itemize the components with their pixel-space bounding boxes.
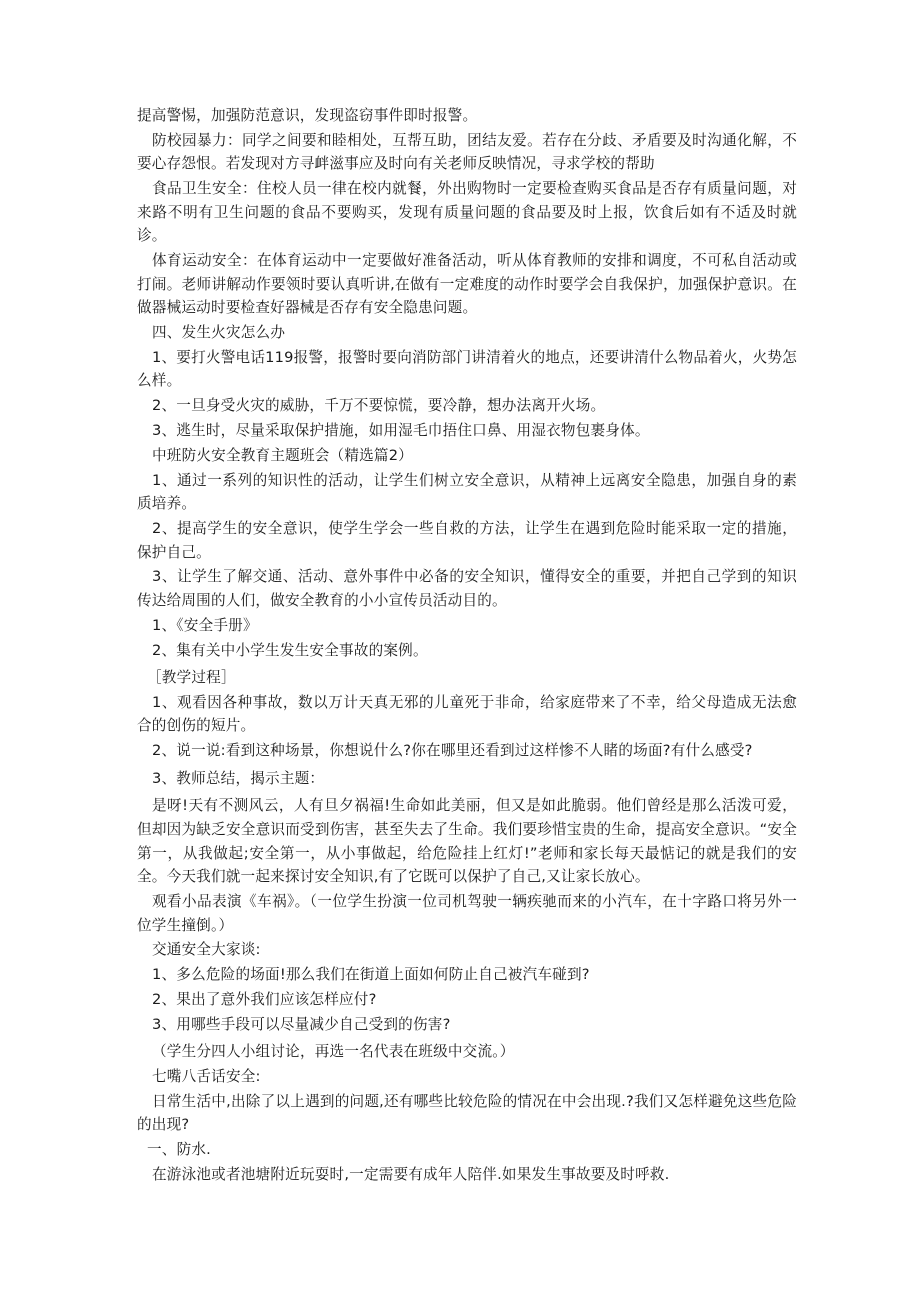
paragraph-food-safety: 食品卫生安全：住校人员一律在校内就餐，外出购物时一定要检查购买食品是否存有质量问题，对来路不明有卫生问题的食品不要购买，发现有质量问题的食品要及时上报，饮食后如有不适及时就诊。 — [137, 180, 797, 245]
paragraph-sports-safety: 体育运动安全：在体育运动中一定要做好准备活动，听从体育教师的安排和调度，不可私自活动或打闹。老师讲解动作要领时要认真听讲,在做有一定难度的动作时要学会自我保护，加强保护意识。在做器械运动时要检查好器械是否存有安全隐患问题。 — [137, 252, 797, 317]
paragraph-material-2: 2、集有关中小学生发生安全事故的案例。 — [152, 641, 428, 659]
paragraph-fire-step-1: 1、要打火警电话119报警，报警时要向消防部门讲清着火的地点，还要讲清什么物品着火，火势怎么样。 — [137, 348, 797, 390]
heading-water-safety: 一、防水. — [147, 1141, 212, 1159]
paragraph-alert-theft: 提高警惕，加强防范意识，发现盗窃事件即时报警。 — [137, 107, 478, 124]
paragraph-traffic-q2: 2、果出了意外我们应该怎样应付? — [152, 990, 377, 1008]
heading-class-meeting-2: 中班防火安全教育主题班会（精选篇2） — [152, 446, 413, 464]
paragraph-fire-step-3: 3、逃生时，尽量采取保护措施，如用湿毛巾捂住口鼻、用湿衣物包裹身体。 — [152, 422, 650, 440]
document-body — [137, 104, 797, 1188]
paragraph-process-3: 3、教师总结，揭示主题： — [152, 769, 325, 787]
paragraph-swimming: 在游泳池或者池塘附近玩耍时,一定需要有成年人陪伴.如果发生事故要及时呼救. — [152, 1166, 670, 1184]
paragraph-group-discussion: （学生分四人小组讨论，再选一名代表在班级中交流。） — [152, 1043, 515, 1061]
heading-fire-what-to-do: 四、发生火灾怎么办 — [152, 324, 286, 342]
paragraph-teacher-summary: 是呀!天有不测风云，人有旦夕祸福!生命如此美丽，但又是如此脆弱。他们曾经是那么活泼可爱，但却因为缺乏安全意识而受到伤害，甚至失去了生命。我们要珍惜宝贵的生命，提高安全意识。“安全第一，从我做起;安全第一，从小事做起，给危险挂上红灯!”老师和家长每天最惦记的就是我们的安全。今天我们就一起来探讨安全知识,有了它既可以保护了自己,又让家长放心。 — [137, 797, 797, 886]
paragraph-daily-life: 日常生活中,出除了以上遇到的问题,还有哪些比较危险的情况在中会出现.?我们又怎样避免这些危险的出现? — [137, 1092, 797, 1134]
heading-talk-safety: 七嘴八舌话安全: — [152, 1068, 261, 1086]
paragraph-goal-2: 2、提高学生的安全意识，使学生学会一些自救的方法，让学生在遇到危险时能采取一定的措施，保护自己。 — [137, 519, 797, 561]
paragraph-material-1: 1、《安全手册》 — [152, 616, 258, 634]
paragraph-goal-3: 3、让学生了解交通、活动、意外事件中必备的安全知识，懂得安全的重要，并把自己学到的知识传达给周围的人们，做安全教育的小小宣传员活动目的。 — [137, 568, 797, 609]
paragraph-fire-step-2: 2、一旦身受火灾的威胁，千万不要惊慌，要冷静，想办法离开火场。 — [152, 397, 606, 415]
paragraph-traffic-q3: 3、用哪些手段可以尽量减少自己受到的伤害? — [152, 1015, 451, 1033]
paragraph-goal-1: 1、通过一系列的知识性的活动，让学生们树立安全意识，从精神上远离安全隐患，加强自身的素质培养。 — [137, 471, 797, 513]
heading-teaching-process: ［教学过程］ — [147, 669, 236, 687]
paragraph-process-1: 1、观看因各种事故，数以万计天真无邪的儿童死于非命，给家庭带来了不幸，给父母造成无法愈合的创伤的短片。 — [137, 693, 797, 735]
paragraph-process-2: 2、说一说:看到这种场景，你想说什么?你在哪里还看到过这样惨不人睹的场面?有什么感受? — [152, 742, 753, 760]
paragraph-campus-violence: 防校园暴力：同学之间要和睦相处，互帮互助，团结友爱。若存在分歧、矛盾要及时沟通化解，不要心存怨恨。若发现对方寻衅滋事应及时向有关老师反映情况，寻求学校的帮助 — [137, 131, 797, 173]
paragraph-traffic-q1: 1、多么危险的场面!那么我们在街道上面如何防止自己被汽车碰到? — [152, 966, 590, 984]
heading-traffic-safety: 交通安全大家谈: — [152, 941, 261, 959]
paragraph-skit: 观看小品表演《车祸》。（一位学生扮演一位司机驾驶一辆疾驰而来的小汽车，在十字路口将另外一位学生撞倒。） — [137, 893, 797, 934]
